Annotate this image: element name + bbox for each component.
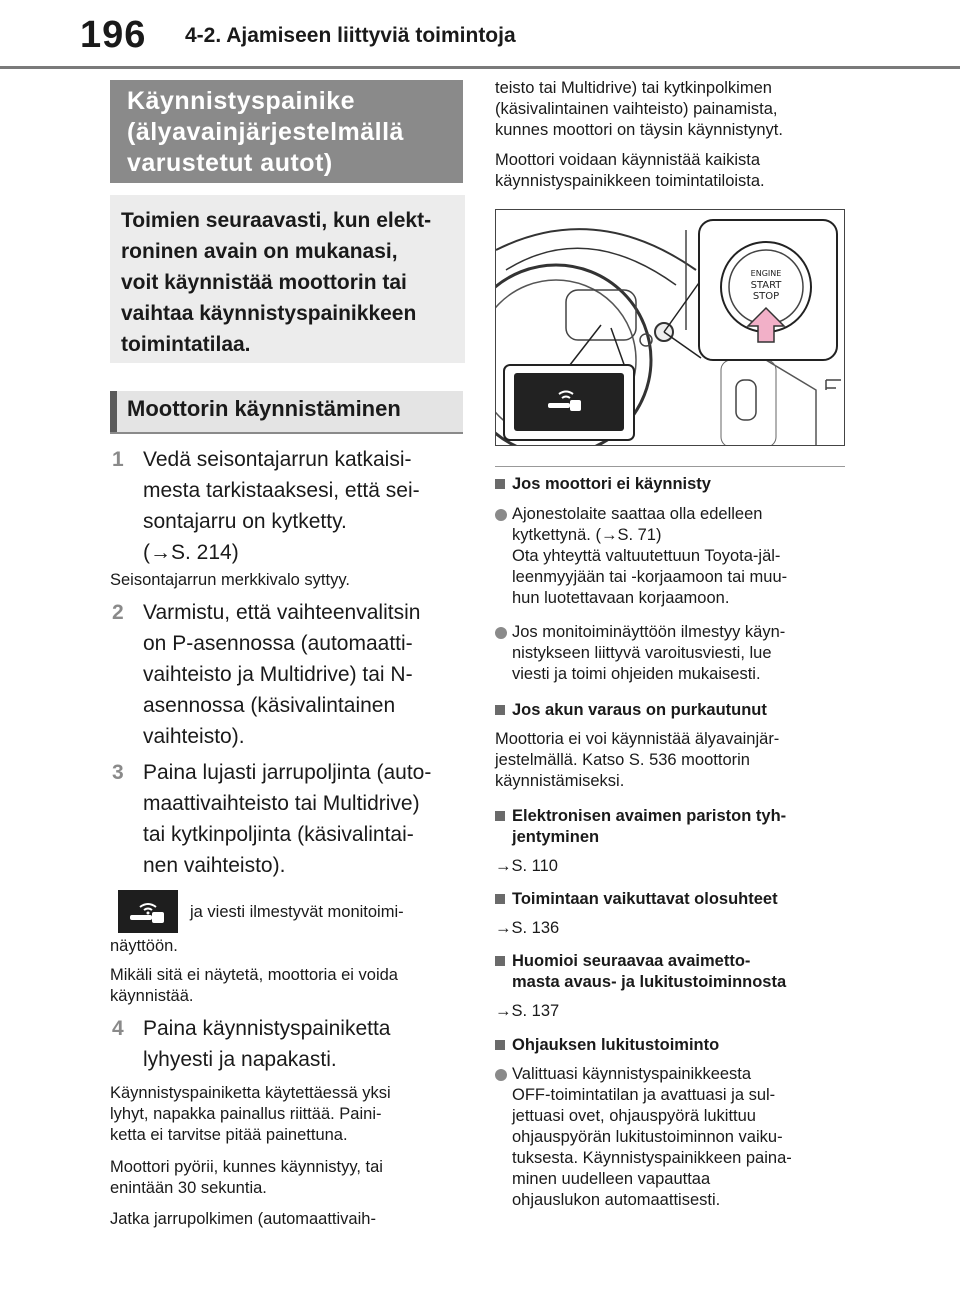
text-line: jestelmällä. Katso S. 536 moottorin — [495, 751, 750, 769]
heading-steering-lock — [495, 1035, 719, 1056]
intro-line: vaihtaa käynnistyspainikkeen — [121, 302, 417, 325]
step-number: 3 — [112, 761, 124, 784]
battery-text — [495, 729, 855, 792]
title-line: varustetut autot) — [127, 149, 333, 177]
heading-text: Toimintaan vaikuttavat olosuhteet — [512, 890, 778, 908]
subheading-bar — [110, 391, 117, 433]
heading-battery — [495, 700, 767, 721]
intro-line: toimintatilaa. — [121, 333, 251, 356]
heading-conditions — [495, 889, 778, 910]
square-bullet-icon — [495, 479, 505, 489]
bullet-dot-icon — [495, 627, 507, 639]
text-line: Jos monitoiminäyttöön ilmestyy käyn- — [512, 623, 786, 641]
text-line: jettuasi ovet, ohjauspyörä lukittuu — [512, 1107, 756, 1125]
title-line: (älyavainjärjestelmällä — [127, 118, 404, 146]
square-bullet-icon — [495, 811, 505, 821]
bullet-immobilizer — [512, 504, 857, 609]
square-bullet-icon — [495, 956, 505, 966]
text-line: minen uudelleen vapauttaa — [512, 1170, 711, 1188]
heading-text: Jos akun varaus on purkautunut — [512, 701, 767, 719]
note-line: käynnistää. — [110, 987, 194, 1005]
continuation-text-2 — [495, 150, 855, 192]
step-line: lyhyesti ja napakasti. — [143, 1048, 337, 1071]
text-line: leenmyyjään tai -korjaamoon tai muu- — [512, 568, 788, 586]
heading-text: Ohjauksen lukitustoiminto — [512, 1036, 720, 1054]
step-line: on P-asennossa (automaatti- — [143, 632, 413, 655]
dashboard-illustration — [495, 209, 845, 446]
step-line: nen vaihteisto). — [143, 854, 286, 877]
step-line: Paina käynnistyspainiketta — [143, 1017, 391, 1040]
step-line: Varmistu, että vaihteenvalitsin — [143, 601, 421, 624]
header-rule — [0, 66, 960, 69]
note-line: Moottori pyörii, kunnes käynnistyy, tai — [110, 1158, 383, 1176]
text-line: teisto tai Multidrive) tai kytkinpolkimen — [495, 79, 772, 97]
note-line: ketta ei tarvitse pitää painettuna. — [110, 1126, 348, 1144]
text-line: Ajonestolaite saattaa olla edelleen — [512, 505, 763, 523]
step-3-note-a: ja viesti ilmestyvät monitoimi- — [190, 903, 404, 921]
heading-text: masta avaus- ja lukitustoiminnosta — [512, 973, 787, 991]
text-line: käynnistyspainikkeen toimintatiloista. — [495, 172, 765, 190]
text-line: tuksesta. Käynnistyspainikkeen paina- — [512, 1149, 792, 1167]
text-line: (käsivalintainen vaihteisto) painamista, — [495, 100, 778, 118]
intro-line: voit käynnistää moottorin tai — [121, 271, 407, 294]
step-number: 1 — [112, 448, 124, 471]
step-4-note-3: Jatka jarrupolkimen (automaattivaih- — [110, 1210, 376, 1228]
ref-key-battery: →S. 110 — [495, 857, 558, 875]
bullet-dot-icon — [495, 1069, 507, 1081]
step-line: Vedä seisontajarrun katkaisi- — [143, 448, 412, 471]
bullet-dot-icon — [495, 509, 507, 521]
intro-box — [110, 195, 465, 363]
chapter-title-box — [110, 80, 463, 183]
subheading-rule — [110, 432, 463, 434]
brake-indicator-icon — [118, 890, 178, 933]
step-line: mesta tarkistaaksesi, että sei- — [143, 479, 420, 502]
ref-conditions: →S. 136 — [495, 919, 560, 937]
step-line: tai kytkinpoljinta (käsivalintai- — [143, 823, 414, 846]
square-bullet-icon — [495, 894, 505, 904]
text-line: Moottori voidaan käynnistää kaikista — [495, 151, 761, 169]
intro-line: roninen avain on mukanasi, — [121, 240, 398, 263]
text-line: Valittuasi käynnistyspainikkeesta — [512, 1065, 752, 1083]
note-line: lyhyt, napakka painallus riittää. Paini- — [110, 1105, 382, 1123]
step-1-note: Seisontajarrun merkkivalo syttyy. — [110, 571, 350, 589]
heading-keyless — [495, 951, 855, 993]
text-line: Ota yhteyttä valtuutettuun Toyota-jäl- — [512, 547, 781, 565]
continuation-text — [495, 78, 855, 141]
step-line: maattivaihteisto tai Multidrive) — [143, 792, 420, 815]
text-line: Moottoria ei voi käynnistää älyavainjär- — [495, 730, 780, 748]
step-4-note-2 — [110, 1157, 383, 1199]
text-line: käynnistämiseksi. — [495, 772, 625, 790]
square-bullet-icon — [495, 1040, 505, 1050]
note-line: Mikäli sitä ei näytetä, moottoria ei voida — [110, 966, 398, 984]
button-label-stop: STOP — [752, 291, 780, 302]
step-line: vaihteisto ja Multidrive) tai N- — [143, 663, 413, 686]
bullet-warning-message — [512, 622, 857, 685]
divider — [495, 466, 845, 467]
text-line: kunnes moottori on täysin käynnistynyt. — [495, 121, 783, 139]
square-bullet-icon — [495, 705, 505, 715]
heading-text: Elektronisen avaimen pariston tyh- — [512, 807, 787, 825]
heading-key-battery — [495, 806, 855, 848]
section-title: 4-2. Ajamiseen liittyviä toimintoja — [185, 24, 516, 47]
bullet-steering-lock — [512, 1064, 857, 1211]
text-line: viesti ja toimi ohjeiden mukaisesti. — [512, 665, 761, 683]
subheading: Moottorin käynnistäminen — [127, 396, 401, 421]
note-line: enintään 30 sekuntia. — [110, 1179, 267, 1197]
page-number: 196 — [80, 14, 147, 56]
heading-text: Jos moottori ei käynnisty — [512, 475, 711, 493]
text-line: ohjauslukon automaattisesti. — [512, 1191, 721, 1209]
button-label-start: START — [750, 280, 782, 291]
heading-text: jentyminen — [512, 828, 600, 846]
title-line: Käynnistyspainike — [127, 87, 356, 115]
step-line: asennossa (käsivalintainen — [143, 694, 396, 717]
step-number: 4 — [112, 1017, 124, 1040]
step-3-note-c — [110, 965, 398, 1007]
note-line: Käynnistyspainiketta käytettäessä yksi — [110, 1084, 391, 1102]
heading-no-start — [495, 474, 711, 495]
button-label-engine: ENGINE — [750, 269, 782, 278]
intro-line: Toimien seuraavasti, kun elekt- — [121, 209, 432, 232]
text-line: kytkettynä. (→S. 71) — [512, 526, 662, 544]
step-line: vaihteisto). — [143, 725, 245, 748]
step-4-note-1 — [110, 1083, 391, 1146]
text-line: OFF-toimintatilan ja avattuasi ja sul- — [512, 1086, 776, 1104]
step-line: Paina lujasti jarrupoljinta (auto- — [143, 761, 432, 784]
text-line: ohjauspyörän lukitustoiminnon vaiku- — [512, 1128, 783, 1146]
heading-text: Huomioi seuraavaa avaimetto- — [512, 952, 751, 970]
step-3-note-b: näyttöön. — [110, 937, 178, 955]
text-line: hun luotettavaan korjaamoon. — [512, 589, 730, 607]
step-number: 2 — [112, 601, 124, 624]
step-line: sontajarru on kytketty. — [143, 510, 347, 533]
ref-keyless: →S. 137 — [495, 1002, 560, 1020]
text-line: nistykseen liittyvä varoitusviesti, lue — [512, 644, 772, 662]
step-line: (→S. 214) — [143, 541, 239, 564]
